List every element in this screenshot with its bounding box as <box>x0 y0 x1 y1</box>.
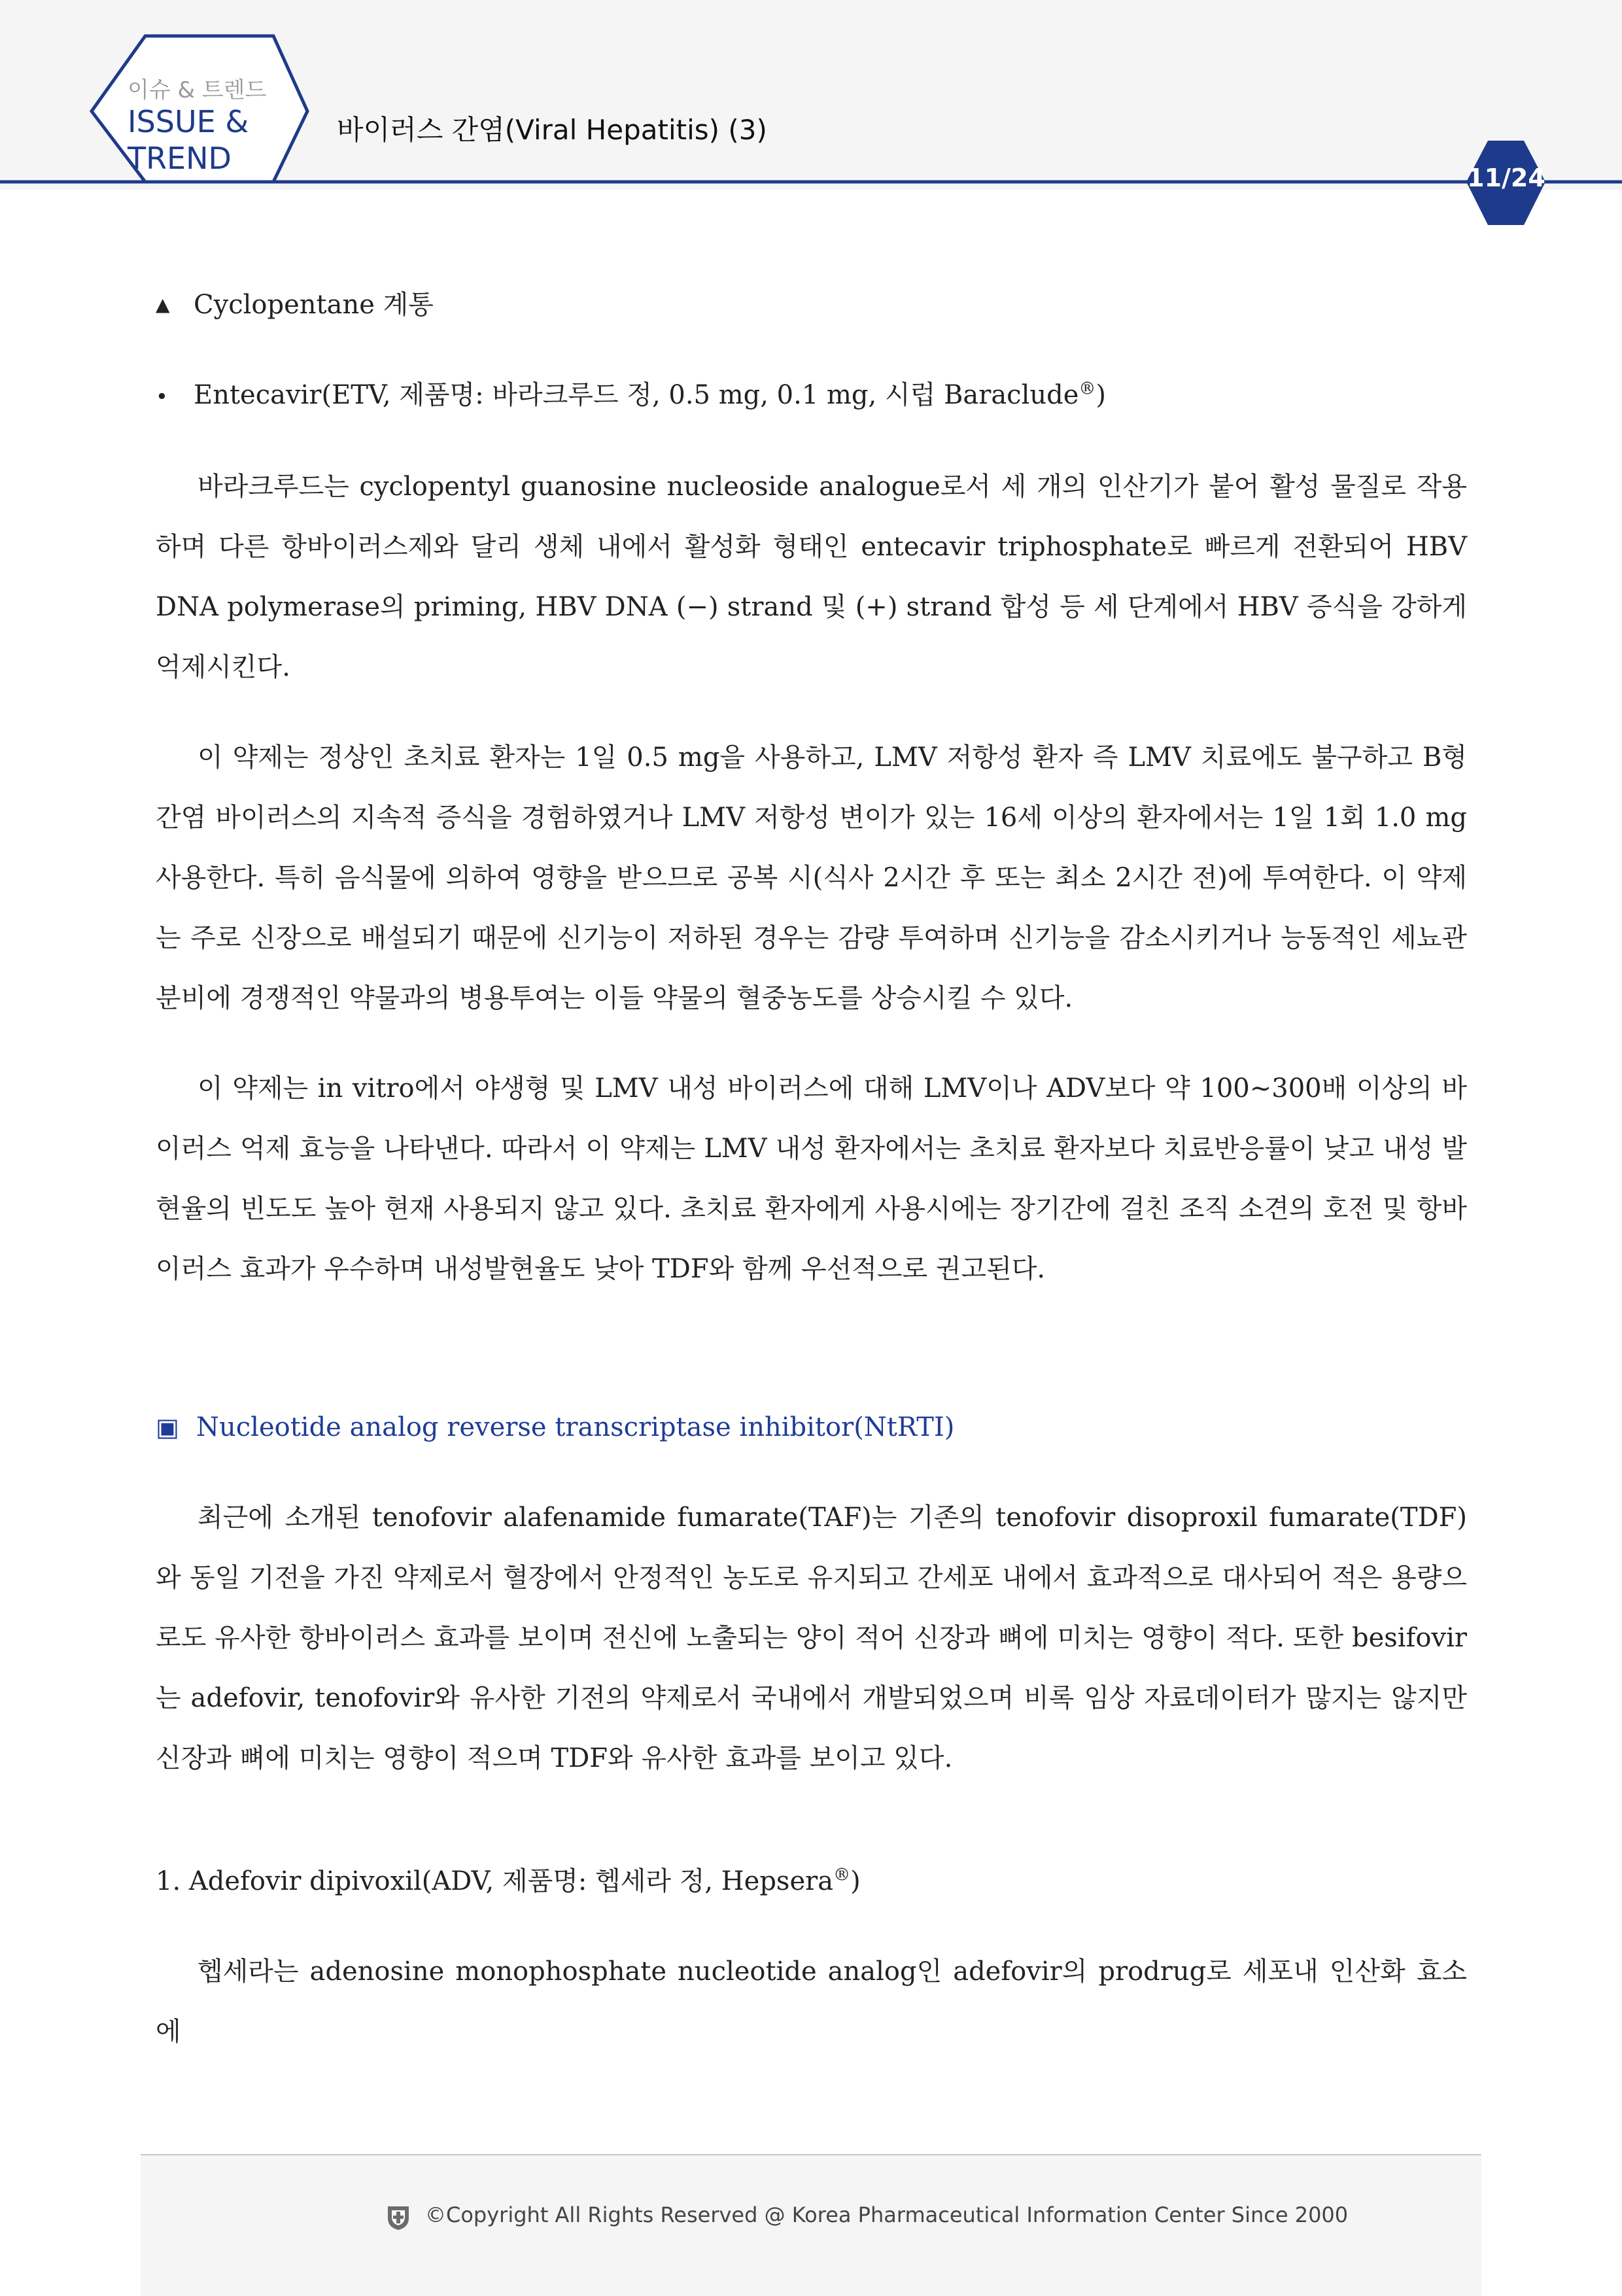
dot-bullet-icon: • <box>156 384 168 409</box>
adefovir-paragraph: 헵세라는 adenosine monophosphate nucleotide analog인 adefovir의 prodrug로 세포내 인산화 효소에 <box>156 1957 1467 2047</box>
cyclopentane-heading-text: Cyclopentane 계통 <box>194 290 434 320</box>
entecavir-close-paren: ) <box>1096 380 1107 410</box>
page-title: 바이러스 간염(Viral Hepatitis) (3) <box>337 114 767 146</box>
entecavir-drug-line <box>156 365 1467 426</box>
entecavir-paragraph-1: 바라크루드는 cyclopentyl guanosine nucleoside analogue로서 세 개의 인산기가 붙어 활성 물질로 작용하며 다른 항바이러스제와 달리 생체 내에서 활성화 형태인 entecavir triphosphate로 빠르게 전환되어 HBV DNA polymerase의 priming, HBV DNA (−) strand 및 (+) strand 합성 등 세 단계에서 HBV 증식을 강하게 억제시킨다. <box>156 472 1467 682</box>
page-number: 11/24 <box>1467 164 1545 192</box>
adefovir-heading-text: 1. Adefovir dipivoxil(ADV, 제품명: 헵세라 정, Hepsera <box>156 1866 834 1896</box>
badge-english-label: ISSUE & TREND <box>128 104 249 176</box>
ntrti-section-heading <box>156 1397 1467 1457</box>
badge-korean-label: 이슈 & 트렌드 <box>128 77 267 103</box>
adefovir-close-paren: ) <box>850 1866 861 1896</box>
registered-mark: ® <box>1078 379 1096 399</box>
adefovir-heading <box>156 1851 1467 1911</box>
kpic-logo-icon <box>384 2202 413 2231</box>
entecavir-paragraph-3: 이 약제는 in vitro에서 야생형 및 LMV 내성 바이러스에 대해 LMV이나 ADV보다 약 100∼300배 이상의 바이러스 억제 효능을 나타낸다. 따라서 이 약제는 LMV 내성 환자에서는 초치료 환자보다 치료반응률이 낮고 내성 발현율의 빈도도 높아 현재 사용되지 않고 있다. 초치료 환자에게 사용시에는 장기간에 걸친 조직 소견의 호전 및 항바이러스 효과가 우수하며 내성발현율도 낮아 TDF와 함께 우선적으로 권고된다. <box>156 1073 1467 1284</box>
page-header <box>0 0 1622 190</box>
entecavir-paragraph-2: 이 약제는 정상인 초치료 환자는 1일 0.5 mg을 사용하고, LMV 저항성 환자 즉 LMV 치료에도 불구하고 B형 간염 바이러스의 지속적 증식을 경험하였거나 LMV 저항성 변이가 있는 16세 이상의 환자에서는 1일 1회 1.0 mg 사용한다. 특히 음식물에 의하여 영향을 받으므로 공복 시(식사 2시간 후 또는 최소 2시간 전)에 투여한다. 이 약제는 주로 신장으로 배설되기 때문에 신기능이 저하된 경우는 감량 투여하며 신기능을 감소시키거나 능동적인 세뇨관 분비에 경쟁적인 약물과의 병용투여는 이들 약물의 혈중농도를 상승시킬 수 있다. <box>156 742 1467 1013</box>
triangle-bullet-icon: ▲ <box>156 294 170 315</box>
article-body <box>156 275 1467 2062</box>
page-footer <box>141 2154 1481 2296</box>
ntrti-paragraph: 최근에 소개된 tenofovir alafenamide fumarate(TAF)는 기존의 tenofovir disoproxil fumarate(TDF)와 동일 기전을 가진 약제로서 혈장에서 안정적인 농도로 유지되고 간세포 내에서 효과적으로 대사되어 적은 용량으로도 유사한 항바이러스 효과를 보이며 전신에 노출되는 양이 적어 신장과 뼈에 미치는 영향이 적다. 또한 besifovir는 adefovir, tenofovir와 유사한 기전의 약제로서 국내에서 개발되었으며 비록 임상 자료데이터가 많지는 않지만 신장과 뼈에 미치는 영향이 적으며 TDF와 유사한 효과를 보이고 있다. <box>156 1503 1467 1773</box>
ntrti-heading-text: Nucleotide analog reverse transcriptase inhibitor(NtRTI) <box>196 1412 955 1442</box>
copyright-notice: ©Copyright All Rights Reserved @ Korea Pharmaceutical Information Center Since 2000 <box>425 2202 1349 2227</box>
square-bullet-icon: ▣ <box>156 1413 179 1442</box>
cyclopentane-heading <box>156 275 1467 335</box>
entecavir-drug-text: Entecavir(ETV, 제품명: 바라크루드 정, 0.5 mg, 0.1 mg, 시럽 Baraclude <box>194 380 1079 410</box>
registered-mark: ® <box>833 1865 851 1885</box>
